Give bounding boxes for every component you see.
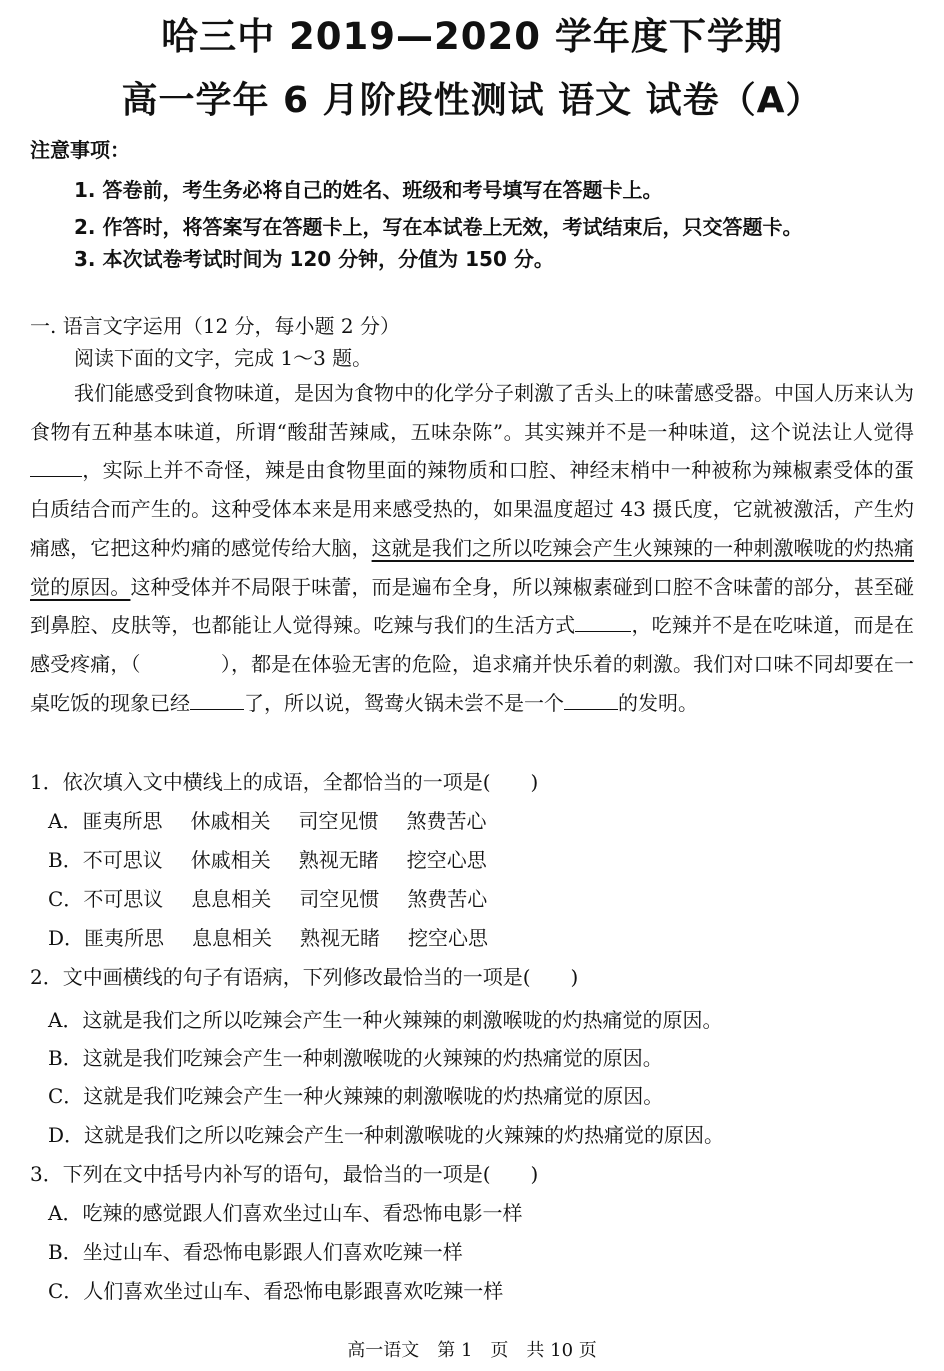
question-1-option-b: B．不可思议 休戚相关 熟视无睹 挖空心思 bbox=[48, 848, 487, 872]
question-1-stem: 1．依次填入文中横线上的成语，全都恰当的一项是( ) bbox=[30, 770, 539, 794]
passage-text-1: 我们能感受到食物味道，是因为食物中的化学分子刺激了舌头上的味蕾感受器。中国人历来认为食物有五种基本味道，所谓“酸甜苦辣咸，五味杂陈”。其实辣并不是一种味道，这个说法让人觉得 bbox=[30, 381, 914, 444]
question-2-option-b: B．这就是我们吃辣会产生一种刺激喉咙的火辣辣的灼热痛觉的原因。 bbox=[48, 1046, 663, 1070]
section1-instruction: 阅读下面的文字，完成 1～3 题。 bbox=[74, 346, 373, 370]
blank-4 bbox=[564, 689, 618, 710]
reading-passage bbox=[30, 374, 914, 722]
question-2-option-c: C．这就是我们吃辣会产生一种火辣辣的刺激喉咙的灼热痛觉的原因。 bbox=[48, 1084, 664, 1108]
exam-title-line2: 高一学年 6 月阶段性测试 语文 试卷（A） bbox=[121, 80, 823, 121]
section1-heading: 一. 语言文字运用（12 分，每小题 2 分） bbox=[30, 314, 400, 338]
page-footer: 高一语文 第 1 页 共 10 页 bbox=[347, 1340, 597, 1361]
question-3-option-c: C．人们喜欢坐过山车、看恐怖电影跟喜欢吃辣一样 bbox=[48, 1279, 504, 1303]
question-3-option-b: B．坐过山车、看恐怖电影跟人们喜欢吃辣一样 bbox=[48, 1240, 463, 1264]
blank-2 bbox=[575, 611, 631, 632]
passage-text-6: 的发明。 bbox=[618, 690, 698, 715]
passage-text-3: 这种受体并不局限于味蕾，而是遍布全身，所以辣椒素碰到口腔不含味蕾的部分，甚至碰到鼻腔、皮肤等，也都能让人觉得辣。吃辣与我们的生活方式 bbox=[30, 574, 915, 638]
blank-3 bbox=[190, 689, 244, 710]
question-2-option-d: D．这就是我们之所以吃辣会产生一种刺激喉咙的火辣辣的灼热痛觉的原因。 bbox=[48, 1123, 725, 1147]
notice-item-1: 1. 答卷前，考生务必将自己的姓名、班级和考号填写在答题卡上。 bbox=[74, 178, 663, 202]
question-3-option-a: A．吃辣的感觉跟人们喜欢坐过山车、看恐怖电影一样 bbox=[48, 1201, 523, 1225]
notice-item-2: 2. 作答时，将答案写在答题卡上，写在本试卷上无效，考试结束后，只交答题卡。 bbox=[74, 215, 803, 239]
question-2-stem: 2．文中画横线的句子有语病，下列修改最恰当的一项是( ) bbox=[30, 965, 579, 989]
question-1-option-c: C．不可思议 息息相关 司空见惯 煞费苦心 bbox=[48, 887, 488, 911]
notice-heading: 注意事项： bbox=[30, 138, 130, 162]
question-1-option-d: D．匪夷所思 息息相关 熟视无睹 挖空心思 bbox=[48, 926, 489, 950]
question-1-option-a: A．匪夷所思 休戚相关 司空见惯 煞费苦心 bbox=[48, 809, 487, 833]
passage-text-5: 了，所以说，鸳鸯火锅未尝不是一个 bbox=[244, 690, 564, 715]
notice-item-3: 3. 本次试卷考试时间为 120 分钟，分值为 150 分。 bbox=[74, 247, 554, 271]
underlined-sentence: 这就是我们之所以吃辣会产生火辣辣的一种刺激喉咙的灼热痛觉的原因。 bbox=[30, 535, 915, 599]
passage-text-2: ，实际上并不奇怪，辣是由食物里面的辣物质和口腔、神经末梢中一种被称为辣椒素受体的蛋白质结合而产生的。这种受体本来是用来感受热的，如果温度超过 43 摄氏度，它就被激活，产生灼痛感，它把这种灼痛的感觉传给大脑， bbox=[30, 458, 914, 560]
exam-title-line1: 哈三中 2019—2020 学年度下学期 bbox=[161, 15, 783, 58]
question-2-option-a: A．这就是我们之所以吃辣会产生一种火辣辣的刺激喉咙的灼热痛觉的原因。 bbox=[48, 1008, 723, 1032]
passage-text-4: ，吃辣并不是在吃味道，而是在感受疼痛，（ ），都是在体验无害的危险，追求痛并快乐着的刺激。我们对口味不同却要在一桌吃饭的现象已经 bbox=[30, 613, 915, 715]
question-3-stem: 3．下列在文中括号内补写的语句，最恰当的一项是( ) bbox=[30, 1162, 539, 1186]
blank-1 bbox=[30, 456, 82, 477]
